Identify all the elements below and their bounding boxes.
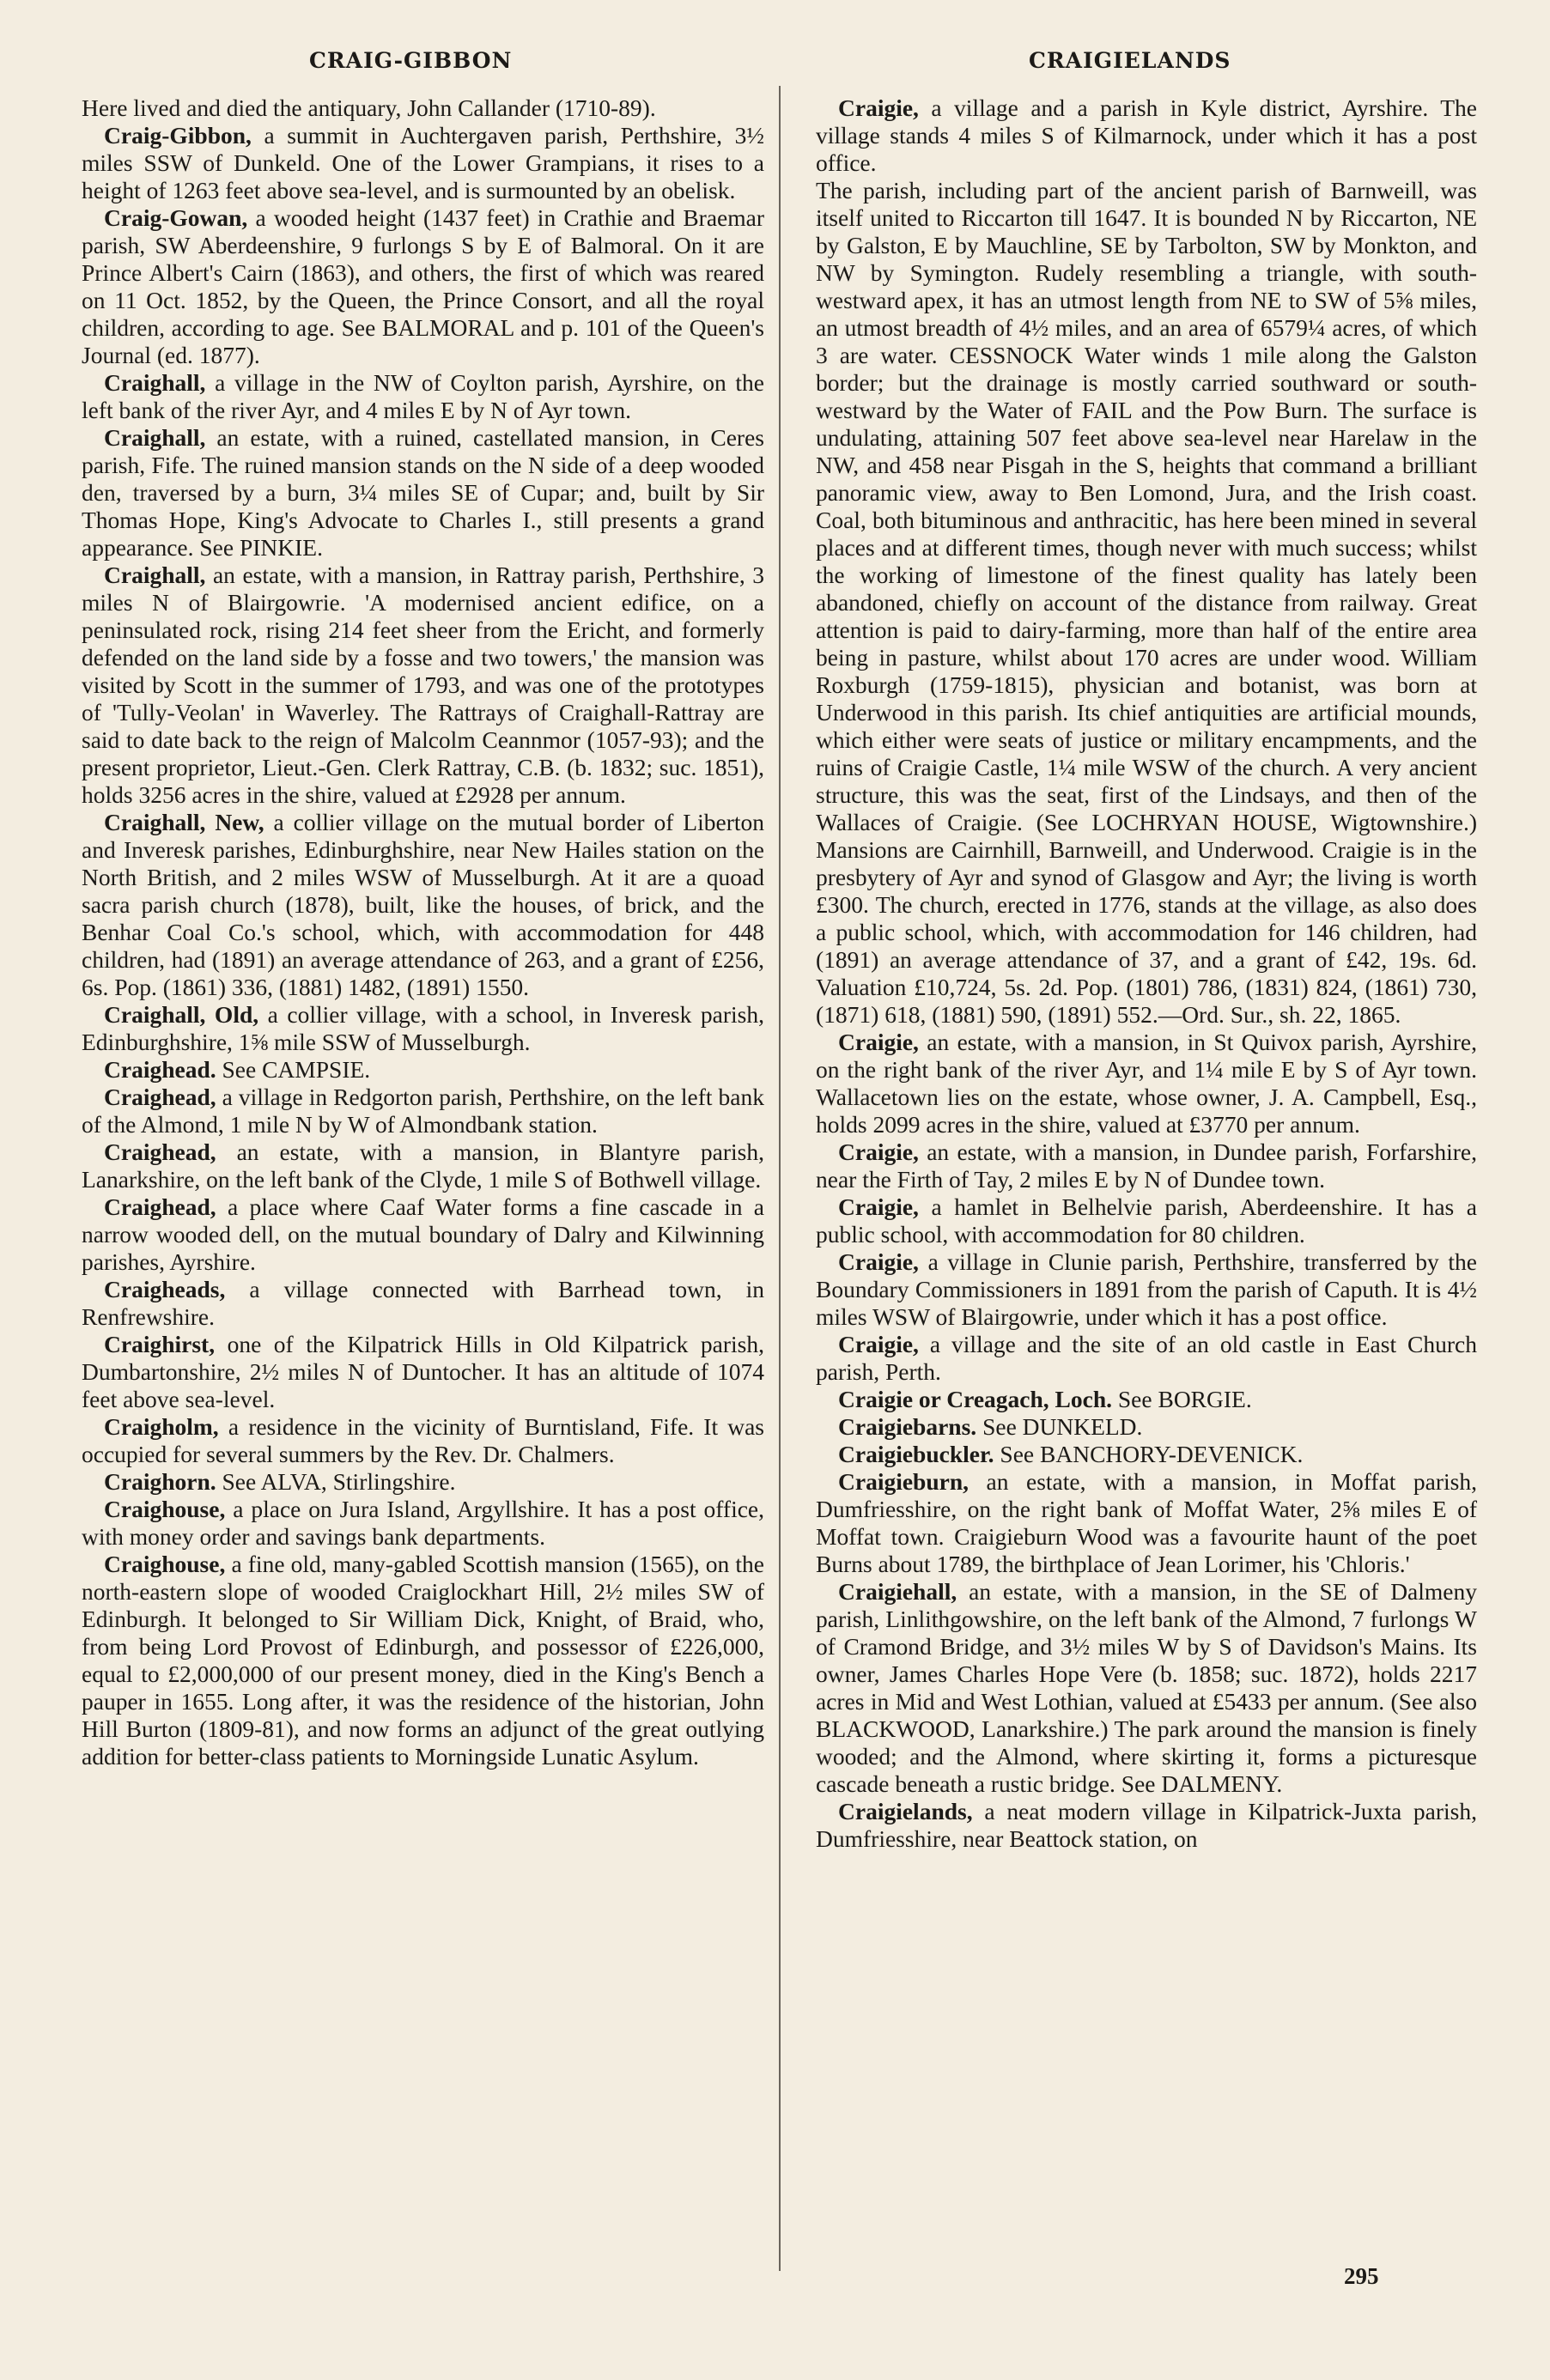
entry-headword: Craigie,	[838, 1029, 919, 1055]
entry-text: a village in Clunie parish, Perthshire, transferred by the Boundary Commissioners in 1891 from the parish of Caputh. It is 4½ miles WSW of Blairgowrie, under which it has a post office.	[816, 1248, 1478, 1330]
gazetteer-entry	[816, 1441, 1477, 1468]
running-head-right: CRAIGIELANDS	[1029, 48, 1231, 73]
gazetteer-entry	[816, 1331, 1477, 1386]
entry-text: The parish, including part of the ancient parish of Barnweill, was itself united to Riccarton till 1647. It is bounded N by Riccarton, NE by Galston, E by Mauchline, SE by Tarbolton, SW by Monkton, and NW by Symington. Rudely resembling a triangle, with south-westward apex, it has an utmost length from NE to SW of 5⅝ miles, an utmost breadth of 4½ miles, and an area of 6579¼ acres, of which 3 are water. CESSNOCK Water winds 1 mile along the Galston border; but the drainage is mostly carried southward or south-westward by the Water of FAIL and the Pow Burn. The surface is undulating, attaining 507 feet above sea-level near Harelaw in the NW, and 458 near Pisgah in the S, heights that command a brilliant panoramic view, away to Ben Lomond, Jura, and the Irish coast. Coal, both bituminous and anthracitic, has here been mined in several places and at different times, though never with much success; whilst the working of limestone of the finest quality has lately been abandoned, chiefly on account of the distance from railway. Great attention is paid to dairy-farming, more than half of the entire area being in pasture, whilst about 170 acres are under wood. William Roxburgh (1759-1815), physician and botanist, was born at Underwood in this parish. Its chief antiquities are artificial mounds, which either were seats of justice or military encampments, and the ruins of Craigie Castle, 1¼ mile WSW of the church. A very ancient structure, this was the seat, first of the Lindsays, and then of the Wallaces of Craigie. (See LOCHRYAN HOUSE, Wigtownshire.) Mansions are Cairnhill, Barnweill, and Underwood. Craigie is in the presbytery of Ayr and synod of Glasgow and Ayr; the living is worth £300. The church, erected in 1776, stands at the village, as also does a public school, which, with accommodation for 146 children, had (1891) an average attendance of 37, and a grant of £42, 19s. 6d. Valuation £10,724, 5s. 2d. Pop. (1801) 786, (1831) 824, (1861) 730, (1871) 618, (1881) 590, (1891) 552.—Ord. Sur., sh. 22, 1865.	[816, 177, 1477, 1028]
entry-text: See ALVA, Stirlingshire.	[222, 1468, 456, 1495]
entry-text: a village in the NW of Coylton parish, Ayrshire, on the left bank of the river Ayr, and 4 miles E by N of Ayr town.	[82, 369, 765, 423]
entry-headword: Craigiehall,	[838, 1578, 957, 1605]
gazetteer-entry	[816, 1578, 1477, 1798]
entry-text: an estate, with a mansion, in Dundee parish, Forfarshire, near the Firth of Tay, 2 miles E by N of Dundee town.	[816, 1138, 1478, 1193]
right-column	[816, 94, 1477, 1853]
entry-text: a village in Redgorton parish, Perthshire, on the left bank of the Almond, 1 mile N by W of Almondbank station.	[82, 1084, 765, 1138]
entry-headword: Craigie,	[838, 94, 919, 121]
gazetteer-entry	[82, 424, 764, 562]
entry-headword: Craigholm,	[104, 1413, 219, 1440]
entry-text: See BORGIE.	[1117, 1386, 1252, 1412]
entry-text: a neat modern village in Kilpatrick-Juxta parish, Dumfriesshire, near Beattock station, on	[816, 1798, 1478, 1852]
entry-headword: Craighorn.	[104, 1468, 216, 1495]
gazetteer-entry	[82, 1001, 764, 1056]
gazetteer-entry	[82, 1276, 764, 1331]
gazetteer-entry	[816, 1413, 1477, 1441]
entry-text: a place on Jura Island, Argyllshire. It has a post office, with money order and savings bank departments.	[82, 1496, 764, 1550]
entry-headword: Craighirst,	[104, 1331, 216, 1357]
entry-text: a residence in the vicinity of Burntisland, Fife. It was occupied for several summers by the Rev. Dr. Chalmers.	[82, 1413, 765, 1467]
entry-text: an estate, with a mansion, in the SE of Dalmeny parish, Linlithgowshire, on the left bank of the Almond, 7 furlongs W of Cramond Bridge, and 3½ miles W by S of Davidson's Mains. Its owner, James Charles Hope Vere (b. 1858; suc. 1872), holds 2217 acres in Mid and West Lothian, valued at £5433 per annum. (See also BLACKWOOD, Lanarkshire.) The park around the mansion is finely wooded; and the Almond, where skirting it, forms a picturesque cascade beneath a rustic bridge. See DALMENY.	[816, 1578, 1477, 1797]
gazetteer-entry	[816, 1029, 1477, 1138]
entry-headword: Craigie,	[838, 1248, 919, 1275]
entry-text: a collier village, with a school, in Inveresk parish, Edinburghshire, 1⅝ mile SSW of Musselburgh.	[82, 1001, 764, 1055]
entry-headword: Craighouse,	[104, 1496, 226, 1522]
gazetteer-entry	[82, 94, 764, 122]
entry-headword: Craigieburn,	[838, 1468, 970, 1495]
entry-text: a place where Caaf Water forms a fine cascade in a narrow wooded dell, on the mutual boundary of Dalry and Kilwinning parishes, Ayrshire.	[82, 1193, 764, 1275]
gazetteer-entry	[82, 369, 764, 424]
gazetteer-entry	[82, 1331, 764, 1413]
entry-headword: Craigie,	[838, 1193, 919, 1220]
entry-headword: Craighead,	[104, 1193, 216, 1220]
entry-headword: Craighead,	[104, 1084, 216, 1110]
gazetteer-entry	[816, 1193, 1477, 1248]
entry-headword: Craighall,	[104, 562, 206, 588]
entry-headword: Craigie,	[838, 1331, 919, 1357]
entry-headword: Craigheads,	[104, 1276, 226, 1302]
entry-text: an estate, with a mansion, in Blantyre parish, Lanarkshire, on the left bank of the Clyde, 1 mile S of Bothwell village.	[82, 1138, 764, 1193]
gazetteer-entry	[82, 1468, 764, 1496]
entry-text: a village and a parish in Kyle district, Ayrshire. The village stands 4 miles S of Kilmarnock, under which it has a post office.	[816, 94, 1477, 176]
entry-text: Here lived and died the antiquary, John Callander (1710-89).	[82, 94, 656, 121]
entry-text: an estate, with a mansion, in St Quivox parish, Ayrshire, on the right bank of the river Ayr, and 1¼ mile E by S of Ayr town. Wallacetown lies on the estate, whose owner, J. A. Campbell, Esq., holds 2099 acres in the shire, valued at £3770 per annum.	[816, 1029, 1477, 1138]
gazetteer-entry	[816, 1138, 1477, 1193]
entry-headword: Craigiebuckler.	[838, 1441, 994, 1467]
gazetteer-entry	[82, 1084, 764, 1138]
gazetteer-entry	[82, 204, 764, 369]
entry-headword: Craigielands,	[838, 1798, 973, 1824]
entry-headword: Craig-Gibbon,	[104, 122, 252, 149]
gazetteer-entry	[82, 1193, 764, 1276]
entry-headword: Craighall, Old,	[104, 1001, 259, 1028]
entry-headword: Craigiebarns.	[838, 1413, 977, 1440]
entry-text: one of the Kilpatrick Hills in Old Kilpatrick parish, Dumbartonshire, 2½ miles N of Duntocher. It has an altitude of 1074 feet above sea-level.	[82, 1331, 764, 1412]
gazetteer-entry	[82, 1551, 764, 1770]
entry-text: a collier village on the mutual border of Liberton and Inveresk parishes, Edinburghshire, near New Hailes station on the North British, and 2 miles WSW of Musselburgh. At it are a quoad sacra parish church (1878), built, like the houses, of brick, and the Benhar Coal Co.'s school, which, with accommodation for 448 children, had (1891) an average attendance of 263, and a grant of £256, 6s. Pop. (1861) 336, (1881) 1482, (1891) 1550.	[82, 809, 764, 1000]
entry-headword: Craighouse,	[104, 1551, 226, 1577]
entry-text: an estate, with a mansion, in Moffat parish, Dumfriesshire, on the right bank of Moffat Water, 2⅝ miles E of Moffat town. Craigieburn Wood was a favourite haunt of the poet Burns about 1789, the birthplace of Jean Lorimer, his 'Chloris.'	[816, 1468, 1478, 1577]
entry-text: a village and the site of an old castle in East Church parish, Perth.	[816, 1331, 1477, 1385]
column-divider	[779, 86, 781, 2271]
entry-text: an estate, with a mansion, in Rattray parish, Perthshire, 3 miles N of Blairgowrie. 'A modernised ancient edifice, on a peninsulated rock, rising 214 feet sheer from the Ericht, and formerly defended on the land side by a fosse and two towers,' the mansion was visited by Scott in the summer of 1793, and was one of the prototypes of 'Tully-Veolan' in Waverley. The Rattrays of Craighall-Rattray are said to date back to the reign of Malcolm Ceannmor (1057-93); and the present proprietor, Lieut.-Gen. Clerk Rattray, C.B. (b. 1832; suc. 1851), holds 3256 acres in the shire, valued at £2928 per annum.	[82, 562, 764, 808]
entry-headword: Craigie,	[838, 1138, 919, 1165]
gazetteer-entry	[816, 1248, 1477, 1331]
gazetteer-entry	[82, 1138, 764, 1193]
entry-text: a wooded height (1437 feet) in Crathie and Braemar parish, SW Aberdeenshire, 9 furlongs S by E of Balmoral. On it are Prince Albert's Cairn (1863), and others, the first of which was reared on 11 Oct. 1852, by the Queen, the Prince Consort, and all the royal children, according to age. See BALMORAL and p. 101 of the Queen's Journal (ed. 1877).	[82, 204, 764, 368]
gazetteer-entry	[816, 1468, 1477, 1578]
entry-text: See DUNKELD.	[982, 1413, 1143, 1440]
gazetteer-entry	[82, 809, 764, 1001]
entry-text: See CAMPSIE.	[222, 1056, 371, 1083]
gazetteer-entry	[816, 94, 1477, 177]
entry-text: a hamlet in Belhelvie parish, Aberdeenshire. It has a public school, with accommodation for 80 children.	[816, 1193, 1477, 1248]
entry-headword: Craighead.	[104, 1056, 216, 1083]
entry-text: See BANCHORY-DEVENICK.	[1000, 1441, 1304, 1467]
gazetteer-entry	[82, 562, 764, 809]
gazetteer-entry	[82, 1413, 764, 1468]
entry-text: a village connected with Barrhead town, in Renfrewshire.	[82, 1276, 765, 1330]
entry-headword: Craighead,	[104, 1138, 216, 1165]
gazetteer-entry	[82, 122, 764, 204]
gazetteer-entry	[816, 1798, 1477, 1853]
running-head-left: CRAIG-GIBBON	[309, 48, 513, 73]
gazetteer-entry	[816, 177, 1477, 1029]
gazetteer-entry	[82, 1496, 764, 1551]
entry-text: a fine old, many-gabled Scottish mansion (1565), on the north-eastern slope of wooded Craiglockhart Hill, 2½ miles SW of Edinburgh. It belonged to Sir William Dick, Knight, of Braid, who, from being Lord Provost of Edinburgh, and possessor of £226,000, equal to £2,000,000 of our present money, died in the King's Bench a pauper in 1655. Long after, it was the residence of the historian, John Hill Burton (1809-81), and now forms an adjunct of the great outlying addition for better-class patients to Morningside Lunatic Asylum.	[82, 1551, 764, 1770]
entry-text: an estate, with a ruined, castellated mansion, in Ceres parish, Fife. The ruined mansion stands on the N side of a deep wooded den, traversed by a burn, 3¼ miles SE of Cupar; and, built by Sir Thomas Hope, King's Advocate to Charles I., still presents a grand appearance. See PINKIE.	[82, 424, 764, 561]
entry-text: a summit in Auchtergaven parish, Perthshire, 3½ miles SSW of Dunkeld. One of the Lower Grampians, it rises to a height of 1263 feet above sea-level, and is surmounted by an obelisk.	[82, 122, 764, 203]
entry-headword: Craighall, New,	[104, 809, 264, 835]
entry-headword: Craigie or Creagach, Loch.	[838, 1386, 1113, 1412]
entry-headword: Craig-Gowan,	[104, 204, 248, 231]
gazetteer-entry	[82, 1056, 764, 1084]
entry-headword: Craighall,	[104, 369, 206, 396]
entry-headword: Craighall,	[104, 424, 206, 451]
left-column	[82, 94, 764, 1770]
page-number: 295	[1344, 2263, 1379, 2289]
gazetteer-entry	[816, 1386, 1477, 1413]
